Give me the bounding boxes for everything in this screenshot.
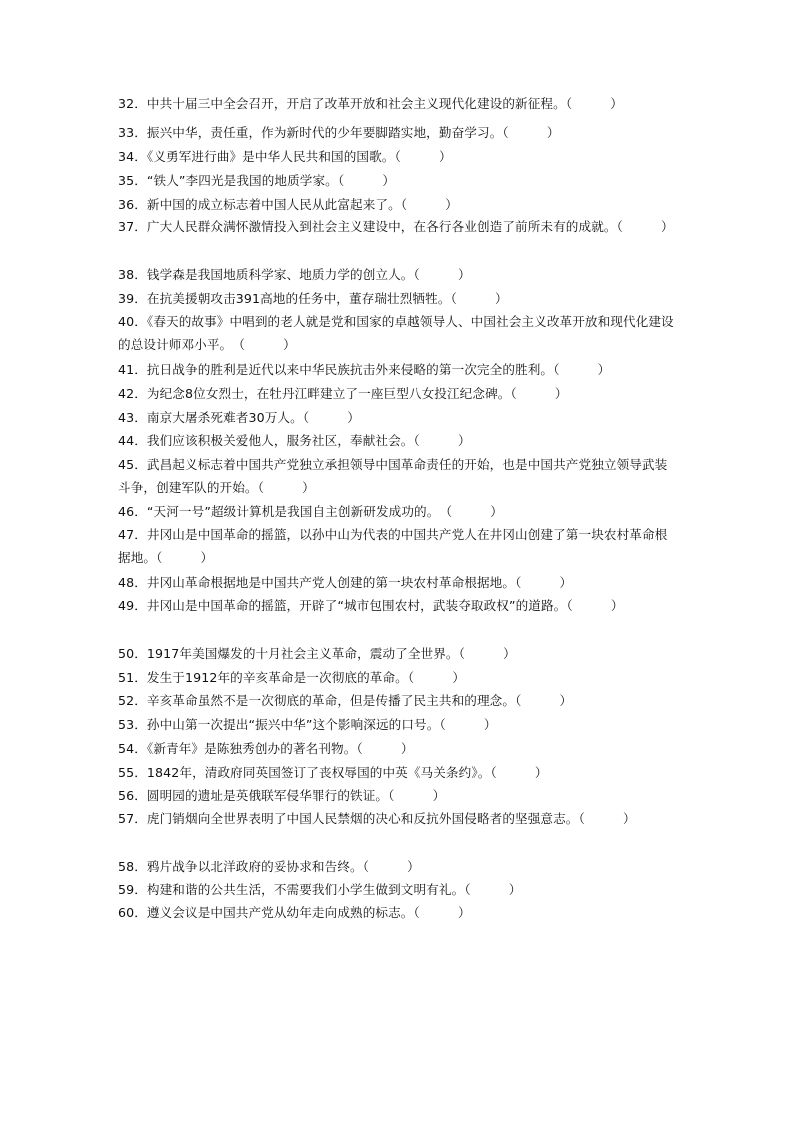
- question-46: 46．“天河一号”超级计算机是我国自主创新研发成功的。 （ ）: [118, 504, 503, 519]
- question-57: 57．虎门销烟向全世界表明了中国人民禁烟的决心和反抗外国侵略者的坚强意志。（ ）: [118, 811, 636, 826]
- question-40: 40．《春天的故事》中唱到的老人就是党和国家的卓越领导人、中国社会主义改革开放和现代化建设的总设计师邓小平。 （ ）: [118, 314, 674, 352]
- question-49: 49．井冈山是中国革命的摇篮，开辟了“城市包围农村，武装夺取政权”的道路。（ ）: [118, 598, 624, 613]
- question-47: 47．井冈山是中国革命的摇篮，以孙中山为代表的中国共产党人在井冈山创建了第一块农村革命根据地。（ ）: [118, 527, 668, 565]
- question-41: 41．抗日战争的胜利是近代以来中华民族抗击外来侵略的第一次完全的胜利。（ ）: [118, 362, 611, 377]
- question-58: 58．鸦片战争以北洋政府的妥协求和告终。（ ）: [118, 859, 420, 874]
- question-60: 60．遵义会议是中国共产党从幼年走向成熟的标志。（ ）: [118, 905, 471, 920]
- question-42: 42．为纪念8位女烈士，在牡丹江畔建立了一座巨型八女投江纪念碑。（ ）: [118, 386, 568, 401]
- question-37: 37．广大人民群众满怀激情投入到社会主义建设中，在各行各业创造了前所未有的成就。（ ）: [118, 219, 674, 234]
- question-59: 59．构建和谐的公共生活，不需要我们小学生做到文明有礼。（ ）: [118, 882, 522, 897]
- question-38: 38．钱学森是我国地质科学家、地质力学的创立人。（ ）: [118, 267, 471, 282]
- question-39: 39．在抗美援朝攻击391高地的任务中，董存瑞壮烈牺牲。（ ）: [118, 291, 508, 306]
- question-52: 52．辛亥革命虽然不是一次彻底的革命，但是传播了民主共和的理念。（ ）: [118, 693, 573, 708]
- question-54: 54．《新青年》是陈独秀创办的著名刊物。（ ）: [118, 741, 414, 756]
- question-55: 55．1842年，清政府同英国签订了丧权辱国的中英《马关条约》。（ ）: [118, 765, 548, 780]
- question-43: 43．南京大屠杀死难者30万人。（ ）: [118, 410, 360, 425]
- question-51: 51．发生于1912年的辛亥革命是一次彻底的革命。（ ）: [118, 670, 466, 685]
- question-50: 50．1917年美国爆发的十月社会主义革命，震动了全世界。（ ）: [118, 646, 516, 661]
- question-53: 53．孙中山第一次提出“振兴中华”这个影响深远的口号。（ ）: [118, 717, 497, 732]
- question-48: 48．井冈山革命根据地是中国共产党人创建的第一块农村革命根据地。（ ）: [118, 575, 573, 590]
- question-33: 33．振兴中华，责任重，作为新时代的少年要脚踏实地，勤奋学习。（ ）: [118, 125, 560, 140]
- question-35: 35．“铁人”李四光是我国的地质学家。（ ）: [118, 173, 396, 188]
- question-32: 32．中共十届三中全会召开，开启了改革开放和社会主义现代化建设的新征程。（ ）: [118, 96, 623, 111]
- question-34: 34．《义勇军进行曲》是中华人民共和国的国歌。（ ）: [118, 149, 452, 164]
- question-44: 44．我们应该积极关爱他人，服务社区，奉献社会。（ ）: [118, 433, 471, 448]
- question-36: 36．新中国的成立标志着中国人民从此富起来了。（ ）: [118, 197, 458, 212]
- question-45: 45．武昌起义标志着中国共产党独立承担领导中国革命责任的开始，也是中国共产党独立领导武装斗争，创建军队的开始。（ ）: [118, 457, 668, 495]
- question-56: 56．圆明园的遗址是英俄联军侵华罪行的铁证。（ ）: [118, 788, 446, 803]
